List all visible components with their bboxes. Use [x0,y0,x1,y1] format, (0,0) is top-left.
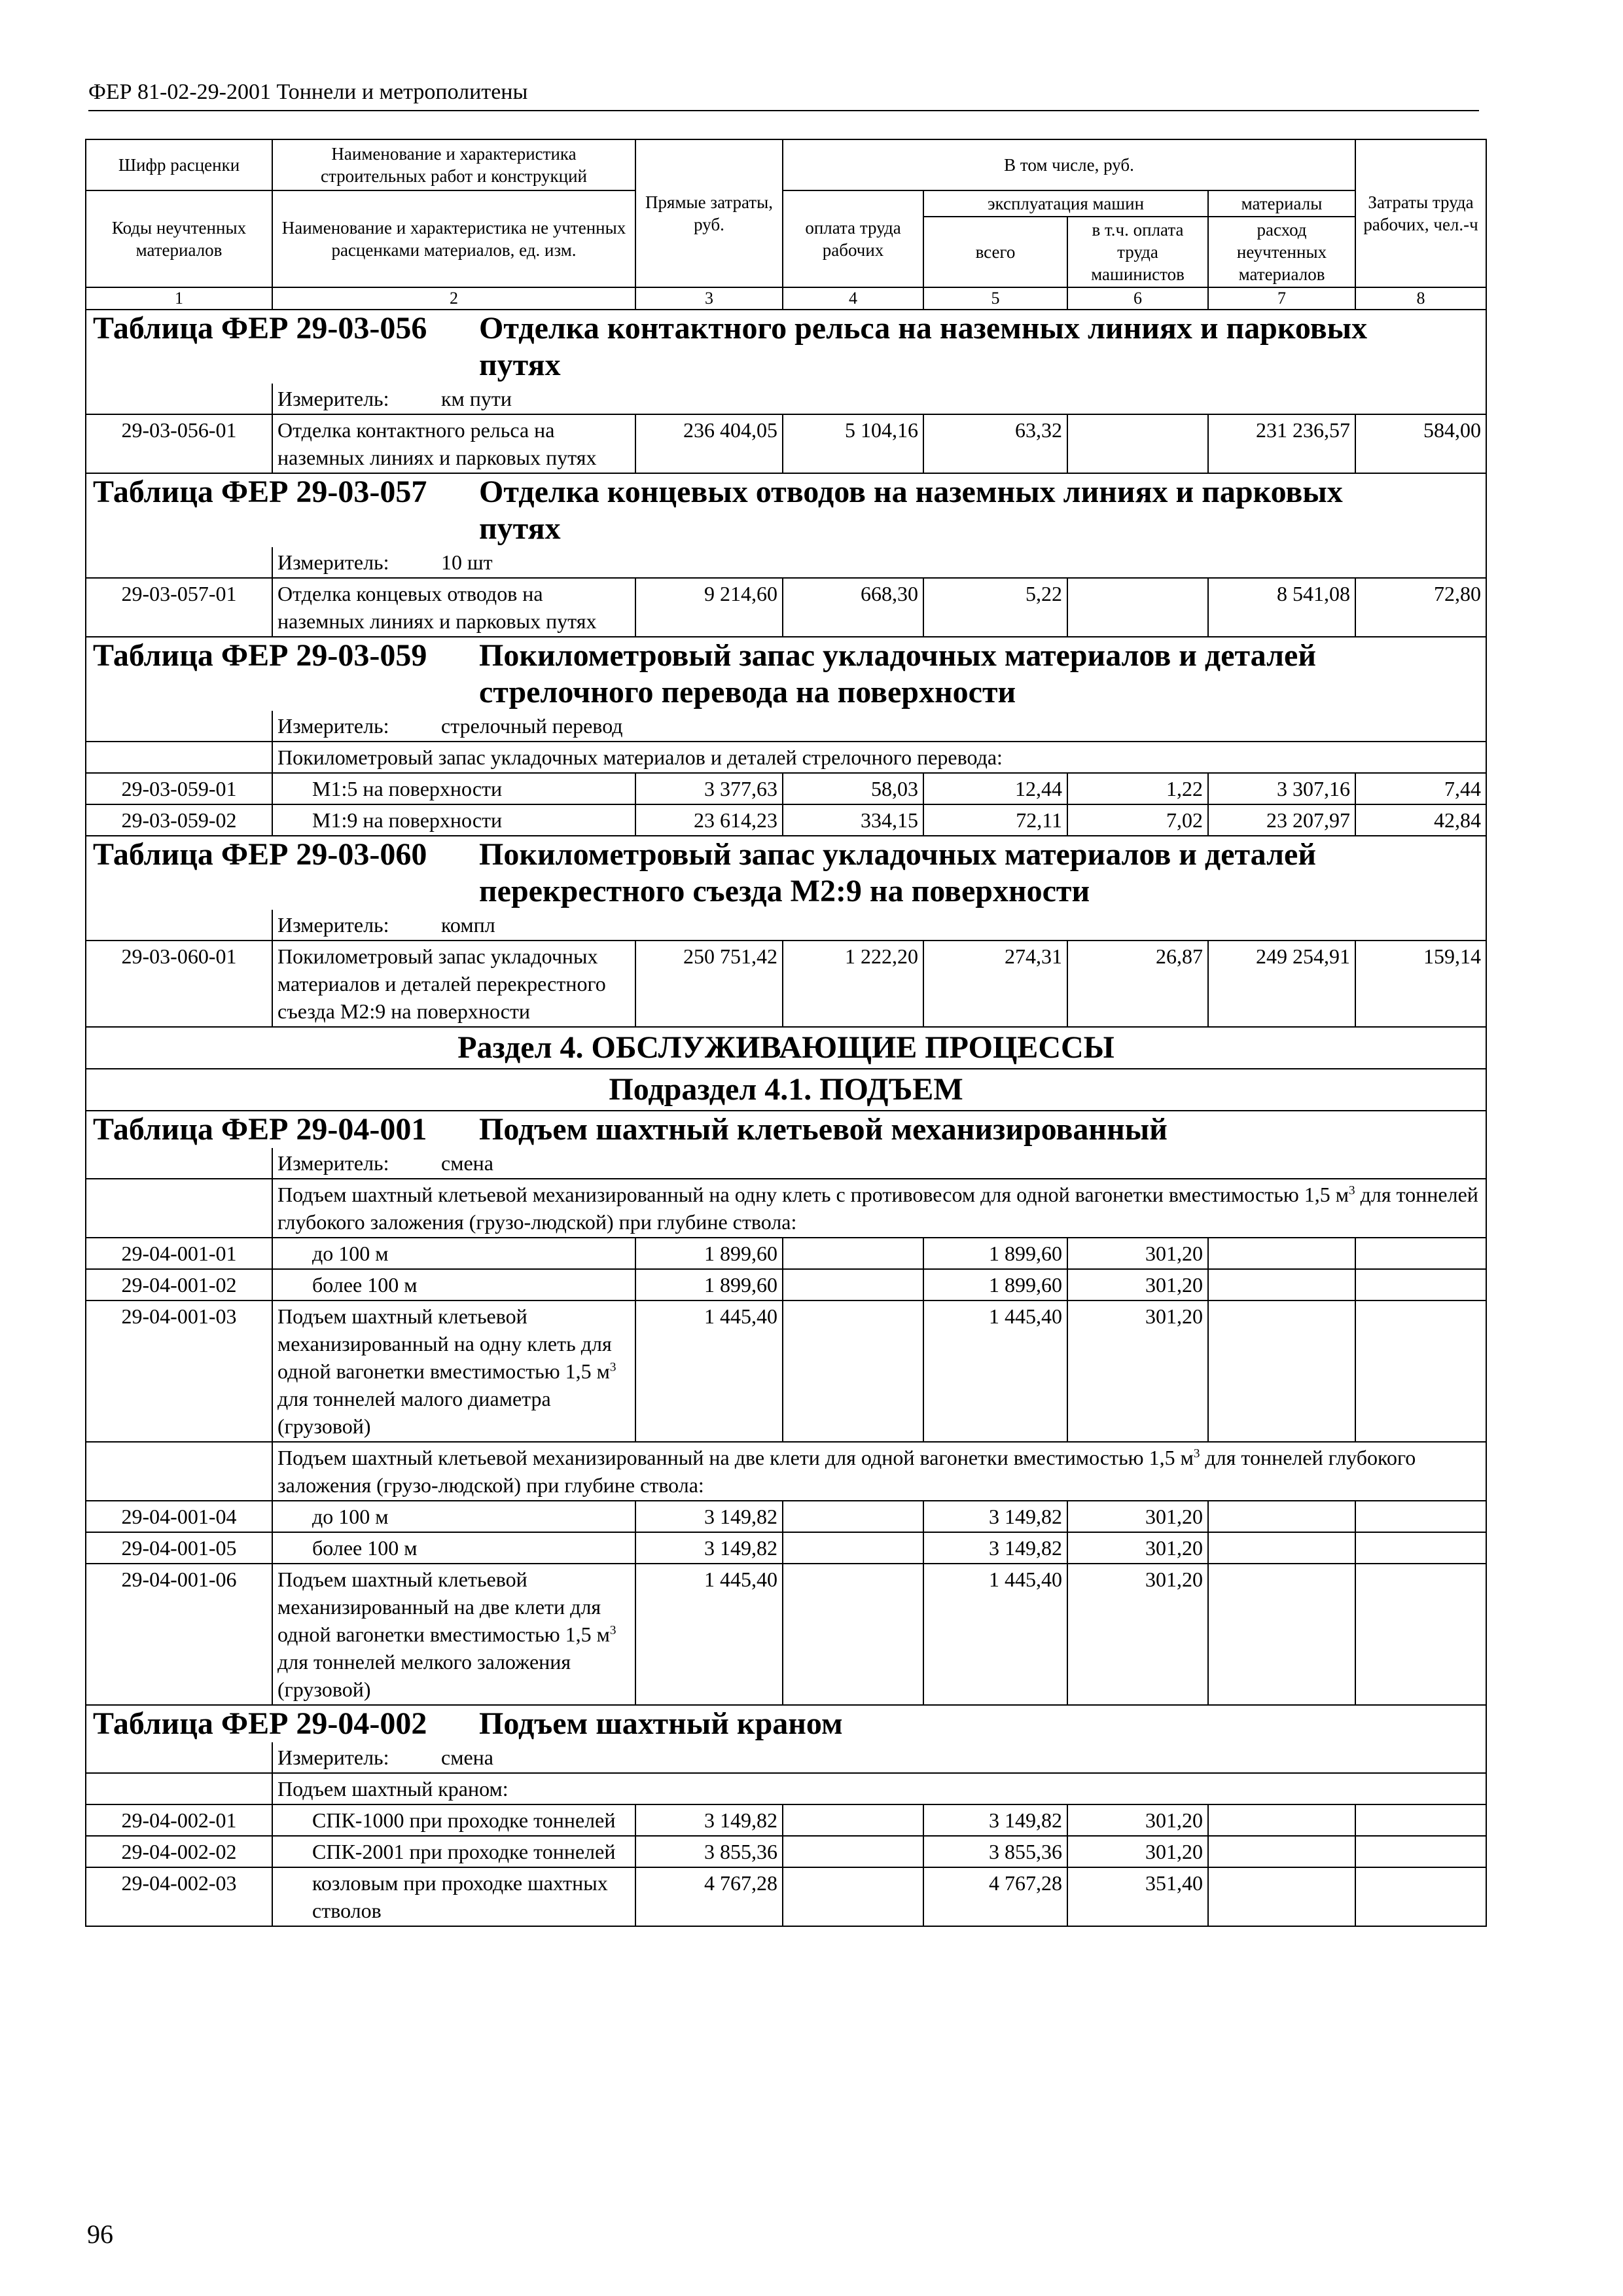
machines-total: 3 149,82 [923,1532,1067,1564]
machines-pay: 301,20 [1067,1836,1208,1867]
table-title [86,637,1486,711]
unit-label: Измеритель: [277,714,389,738]
direct-cost: 236 404,05 [635,414,783,473]
labor-pay: 668,30 [783,578,923,637]
col-num: 1 [86,287,272,310]
col-num: 6 [1067,287,1208,310]
machines-pay [1067,578,1208,637]
table-row [86,1532,1486,1564]
machines-total: 1 445,40 [923,1300,1067,1442]
labor-pay-header: оплата труда рабочих [783,190,923,287]
unit-label: Измеритель: [277,387,389,410]
unit-value: смена [441,1746,493,1769]
table-title [86,473,1486,547]
table-label: Таблица ФЕР 29-03-060 [93,837,427,872]
table-title [86,1705,1486,1742]
subsection-heading: Подраздел 4.1. ПОДЪЕМ [86,1069,1486,1111]
materials: 249 254,91 [1208,941,1355,1027]
materials: 3 307,16 [1208,773,1355,804]
group-caption: Покилометровый запас укладочных материалов и деталей стрелочного перевода: [272,742,1486,773]
table-name: Подъем шахтный краном [479,1706,843,1741]
direct-cost: 4 767,28 [635,1867,783,1926]
table-name: Подъем шахтный клетьевой механизированный [479,1112,1168,1147]
rate-code: 29-03-056-01 [86,414,272,473]
machines-pay: 301,20 [1067,1269,1208,1300]
group-caption: Подъем шахтный краном: [272,1773,1486,1804]
direct-cost: 9 214,60 [635,578,783,637]
materials: 8 541,08 [1208,578,1355,637]
col2-bottom-header: Наименование и характеристика не учтенных расценками материалов, ед. изм. [272,190,635,287]
machines-total: 72,11 [923,804,1067,836]
unit-label: Измеритель: [277,1746,389,1769]
rate-code: 29-04-002-03 [86,1867,272,1926]
unit-value: смена [441,1151,493,1175]
labor-pay: 1 222,20 [783,941,923,1027]
col-num: 8 [1355,287,1486,310]
direct-cost: 250 751,42 [635,941,783,1027]
rate-name: Отделка контактного рельса на наземных линиях и парковых путях [272,414,635,473]
table-name: Покилометровый запас укладочных материалов и деталей перекрестного съезда М2:9 на поверхности [479,837,1316,908]
materials: 231 236,57 [1208,414,1355,473]
col-num: 2 [272,287,635,310]
labor-pay: 334,15 [783,804,923,836]
machines-header: эксплуатация машин [923,190,1208,217]
table-name: Отделка контактного рельса на наземных линиях и парковых путях [479,311,1368,382]
table-row [86,1564,1486,1705]
table-row [86,1501,1486,1532]
machines-total: 1 899,60 [923,1269,1067,1300]
materials: 23 207,97 [1208,804,1355,836]
table-row [86,1867,1486,1926]
rate-code: 29-04-001-05 [86,1532,272,1564]
rate-name: козловым при проходке шахтных стволов [272,1867,635,1926]
rate-code: 29-04-001-03 [86,1300,272,1442]
machines-pay: 7,02 [1067,804,1208,836]
materials-sub-header: расход неучтенных материалов [1208,217,1355,287]
machines-total: 3 855,36 [923,1836,1067,1867]
table-row [86,1300,1486,1442]
table-label: Таблица ФЕР 29-04-001 [93,1112,427,1147]
labor-hours: 72,80 [1355,578,1486,637]
direct-cost: 3 855,36 [635,1836,783,1867]
page-number: 96 [87,2219,113,2249]
table-name: Отделка концевых отводов на наземных линиях и парковых путях [479,475,1343,546]
materials-header: материалы [1208,190,1355,217]
table-row [86,941,1486,1027]
col1-top-header: Шифр расценки [86,139,272,190]
machines-pay: 301,20 [1067,1532,1208,1564]
direct-cost: 23 614,23 [635,804,783,836]
direct-cost: 1 899,60 [635,1269,783,1300]
machines-total-header: всего [923,217,1067,287]
price-table [85,139,1487,1927]
rate-name: до 100 м [272,1501,635,1532]
direct-cost: 3 149,82 [635,1501,783,1532]
rate-name: более 100 м [272,1532,635,1564]
rate-name: Покилометровый запас укладочных материалов и деталей перекрестного съезда М2:9 на поверхности [272,941,635,1027]
machines-total: 5,22 [923,578,1067,637]
machines-pay [1067,414,1208,473]
direct-cost: 3 377,63 [635,773,783,804]
group-caption: Подъем шахтный клетьевой механизированный на одну клеть с противовесом для одной вагонетки вместимостью 1,5 $м^3$ для тоннелей глубокого заложения (грузо-людской) при глубине ствола: [272,1179,1486,1238]
table-row [86,773,1486,804]
machines-total: 1 899,60 [923,1238,1067,1269]
rate-code: 29-04-001-06 [86,1564,272,1705]
machines-pay: 301,20 [1067,1804,1208,1836]
rate-code: 29-04-001-04 [86,1501,272,1532]
rate-name: М1:5 на поверхности [272,773,635,804]
rate-name: СПК-1000 при проходке тоннелей [272,1804,635,1836]
rate-code: 29-03-057-01 [86,578,272,637]
direct-cost: 1 445,40 [635,1564,783,1705]
rate-name: более 100 м [272,1269,635,1300]
unit-label: Измеритель: [277,1151,389,1175]
table-row [86,1238,1486,1269]
rate-name: М1:9 на поверхности [272,804,635,836]
labor-pay: 58,03 [783,773,923,804]
rate-name: Подъем шахтный клетьевой механизированный на две клети для одной вагонетки вместимостью 1,5 $м^3$ для тоннелей мелкого заложения (грузовой) [272,1564,635,1705]
labor-hours: 7,44 [1355,773,1486,804]
table-name: Покилометровый запас укладочных материалов и деталей стрелочного перевода на поверхности [479,638,1316,709]
labor-cost-header: Затраты труда рабочих, чел.-ч [1355,139,1486,287]
machines-total: 1 445,40 [923,1564,1067,1705]
table-label: Таблица ФЕР 29-03-056 [93,311,427,346]
rate-name: СПК-2001 при проходке тоннелей [272,1836,635,1867]
machines-total: 12,44 [923,773,1067,804]
rate-name: Отделка концевых отводов на наземных линиях и парковых путях [272,578,635,637]
col-num: 3 [635,287,783,310]
rate-code: 29-03-059-02 [86,804,272,836]
col2-top-header: Наименование и характеристика строительных работ и конструкций [272,139,635,190]
unit-label: Измеритель: [277,913,389,937]
rate-code: 29-03-059-01 [86,773,272,804]
machines-pay: 301,20 [1067,1564,1208,1705]
table-row [86,578,1486,637]
labor-hours: 584,00 [1355,414,1486,473]
machines-pay: 351,40 [1067,1867,1208,1926]
table-title [86,836,1486,910]
unit-value: стрелочный перевод [441,714,623,738]
rate-name: Подъем шахтный клетьевой механизированный на одну клеть для одной вагонетки вместимостью 1,5 $м^3$ для тоннелей малого диаметра (грузовой) [272,1300,635,1442]
direct-cost: 3 149,82 [635,1532,783,1564]
direct-cost: 3 149,82 [635,1804,783,1836]
rate-code: 29-04-002-01 [86,1804,272,1836]
direct-cost-header: Прямые затраты, руб. [635,139,783,287]
machines-pay: 26,87 [1067,941,1208,1027]
machines-total: 63,32 [923,414,1067,473]
table-title [86,310,1486,384]
table-row [86,414,1486,473]
col1-bottom-header: Коды неучтенных материалов [86,190,272,287]
unit-value: компл [441,913,495,937]
rate-code: 29-03-060-01 [86,941,272,1027]
direct-cost: 1 445,40 [635,1300,783,1442]
col-num: 5 [923,287,1067,310]
machines-pay: 301,20 [1067,1300,1208,1442]
running-header: ФЕР 81-02-29-2001 Тоннели и метрополитены [88,77,1479,111]
col-num: 4 [783,287,923,310]
labor-hours: 42,84 [1355,804,1486,836]
table-label: Таблица ФЕР 29-03-059 [93,638,427,673]
machines-total: 3 149,82 [923,1501,1067,1532]
rate-code: 29-04-001-02 [86,1269,272,1300]
section-heading: Раздел 4. ОБСЛУЖИВАЮЩИЕ ПРОЦЕССЫ [86,1027,1486,1069]
table-title [86,1111,1486,1148]
unit-label: Измеритель: [277,550,389,574]
table-row [86,804,1486,836]
machines-pay: 301,20 [1067,1238,1208,1269]
rate-name: до 100 м [272,1238,635,1269]
table-label: Таблица ФЕР 29-04-002 [93,1706,427,1741]
machines-pay-header: в т.ч. оплата труда машинистов [1067,217,1208,287]
table-label: Таблица ФЕР 29-03-057 [93,475,427,509]
machines-total: 4 767,28 [923,1867,1067,1926]
table-row [86,1269,1486,1300]
table-row [86,1836,1486,1867]
machines-pay: 301,20 [1067,1501,1208,1532]
col-num: 7 [1208,287,1355,310]
incl-header: В том числе, руб. [783,139,1355,190]
direct-cost: 1 899,60 [635,1238,783,1269]
machines-total: 3 149,82 [923,1804,1067,1836]
labor-pay: 5 104,16 [783,414,923,473]
group-caption: Подъем шахтный клетьевой механизированный на две клети для одной вагонетки вместимостью 1,5 $м^3$ для тоннелей глубокого заложения (грузо-людской) при глубине ствола: [272,1442,1486,1501]
table-row [86,1804,1486,1836]
unit-value: 10 шт [441,550,493,574]
rate-code: 29-04-002-02 [86,1836,272,1867]
machines-pay: 1,22 [1067,773,1208,804]
unit-value: км пути [441,387,512,410]
machines-total: 274,31 [923,941,1067,1027]
rate-code: 29-04-001-01 [86,1238,272,1269]
labor-hours: 159,14 [1355,941,1486,1027]
